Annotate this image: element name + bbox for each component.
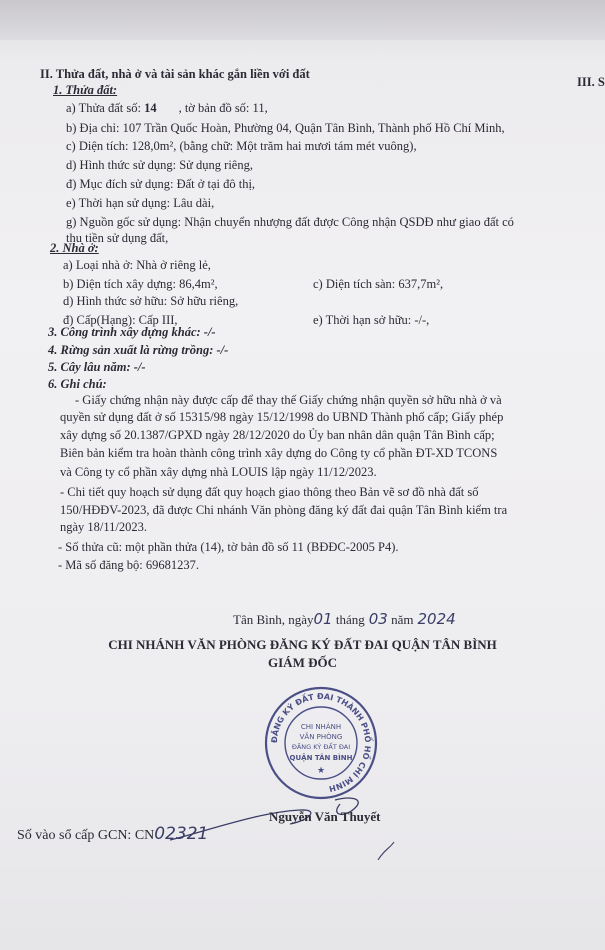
issue-year: 2024	[417, 610, 456, 628]
land-item-d: d) Hình thức sử dụng: Sử dụng riêng,	[66, 158, 253, 172]
house-item-d: d) Hình thức sở hữu: Sở hữu riêng,	[63, 294, 239, 308]
seal-star-icon: ★	[316, 766, 326, 776]
note-line: 150/HĐĐV-2023, đã được Chi nhánh Văn phòng đăng ký đất đai quận Tân Bình kiểm tra	[60, 503, 508, 517]
note-line: - Chi tiết quy hoạch sử dụng đất quy hoạch giao thông theo Bản vẽ sơ đồ nhà đất số	[60, 485, 479, 499]
note-line: quyền sử dụng đất ở số 15315/98 ngày 15/12/1998 do UBND Thành phố cấp; Giấy phép	[60, 410, 504, 424]
parcel-number: 14	[144, 101, 157, 115]
house-item-a: a) Loại nhà ở: Nhà ở riêng lẻ,	[63, 258, 211, 272]
section-title: II. Thửa đất, nhà ở và tài sản khác gắn liền với đất	[40, 67, 310, 81]
land-item-dd: đ) Mục đích sử dụng: Đất ở tại đô thị,	[66, 177, 256, 191]
land-item-e: e) Thời hạn sử dụng: Lâu dài,	[66, 196, 215, 210]
notes-heading: 6. Ghi chú:	[48, 377, 107, 391]
house-item-c: c) Diện tích sàn: 637,7m²,	[313, 277, 444, 291]
land-heading: 1. Thửa đất:	[53, 83, 118, 97]
next-section-edge-text: III. S	[577, 75, 605, 89]
issuing-agency: CHI NHÁNH VĂN PHÒNG ĐĂNG KÝ ĐẤT ĐAI QUẬN TÂN BÌNH	[108, 637, 497, 652]
land-item-g-cont: thu tiền sử dụng đất,	[66, 231, 169, 245]
land-item-b: b) Địa chỉ: 107 Trần Quốc Hoàn, Phường 04, Quận Tân Bình, Thành phố Hồ Chí Minh,	[66, 121, 505, 135]
land-item-a-label: a) Thửa đất số:	[66, 101, 145, 115]
seal-line: VĂN PHÒNG	[299, 733, 343, 741]
note-line: - Mã số đăng bộ: 69681237.	[58, 558, 199, 572]
other-construction: 3. Công trình xây dựng khác: -/-	[48, 325, 216, 339]
note-line: - Giấy chứng nhận này được cấp để thay thế Giấy chứng nhận quyền sở hữu nhà ở và	[75, 393, 502, 407]
note-line: ngày 18/11/2023.	[60, 520, 148, 534]
house-item-e: e) Thời hạn sở hữu: -/-,	[313, 313, 430, 327]
month-label: tháng	[335, 612, 365, 627]
issue-place: Tân Bình, ngày	[233, 612, 314, 627]
house-item-dd: đ) Cấp(Hạng): Cấp III,	[63, 313, 178, 327]
year-label: năm	[391, 612, 414, 627]
note-line: xây dựng số 20.1387/GPXD ngày 28/12/2020 do Ủy ban nhân dân quận Tân Bình cấp;	[60, 428, 495, 442]
note-line: Biên bản kiểm tra hoàn thành công trình xây dựng do Công ty cổ phần ĐT-XD TCONS	[60, 446, 498, 460]
seal-line: ĐĂNG KÝ ĐẤT ĐAI	[291, 743, 351, 751]
signer-position: GIÁM ĐỐC	[268, 655, 337, 670]
signer-name: Nguyễn Văn Thuyết	[269, 809, 381, 824]
official-seal	[263, 685, 379, 801]
registry-label: Số vào sổ cấp GCN: CN	[17, 828, 155, 843]
note-line: - Số thửa cũ: một phần thửa (14), tờ bản đồ số 11 (BĐĐC-2005 P4).	[58, 540, 399, 554]
house-heading: 2. Nhà ở:	[50, 241, 99, 255]
seal-line: CHI NHÁNH	[300, 723, 342, 731]
perennial-trees: 5. Cây lâu năm: -/-	[48, 360, 146, 374]
land-item-c: c) Diện tích: 128,0m², (bằng chữ: Một trăm hai mươi tám mét vuông),	[66, 139, 417, 153]
issue-date	[233, 612, 456, 627]
land-item-a	[66, 101, 268, 116]
page-fold-shadow	[0, 0, 605, 40]
seal-ring-text: ĐĂNG KÝ ĐẤT ĐAI THÀNH PHỐ HỒ CHÍ MINH	[269, 691, 373, 794]
issue-month: 03	[368, 610, 388, 628]
land-item-g: g) Nguồn gốc sử dụng: Nhận chuyển nhượng đất được Công nhận QSDĐ như giao đất có	[66, 215, 514, 229]
registry-handwritten-number: 02321	[154, 824, 209, 844]
production-forest: 4. Rừng sản xuất là rừng trồng: -/-	[48, 343, 229, 357]
issue-day: 01	[313, 610, 333, 628]
house-item-b: b) Diện tích xây dựng: 86,4m²,	[63, 277, 218, 291]
registry-number	[17, 824, 209, 844]
seal-line: QUẬN TÂN BÌNH	[289, 754, 353, 762]
note-line: và Công ty cổ phần xây dựng nhà LOUIS lập ngày 11/12/2023.	[60, 465, 377, 479]
land-item-a-rest: , tờ bản đồ số: 11,	[178, 101, 268, 115]
